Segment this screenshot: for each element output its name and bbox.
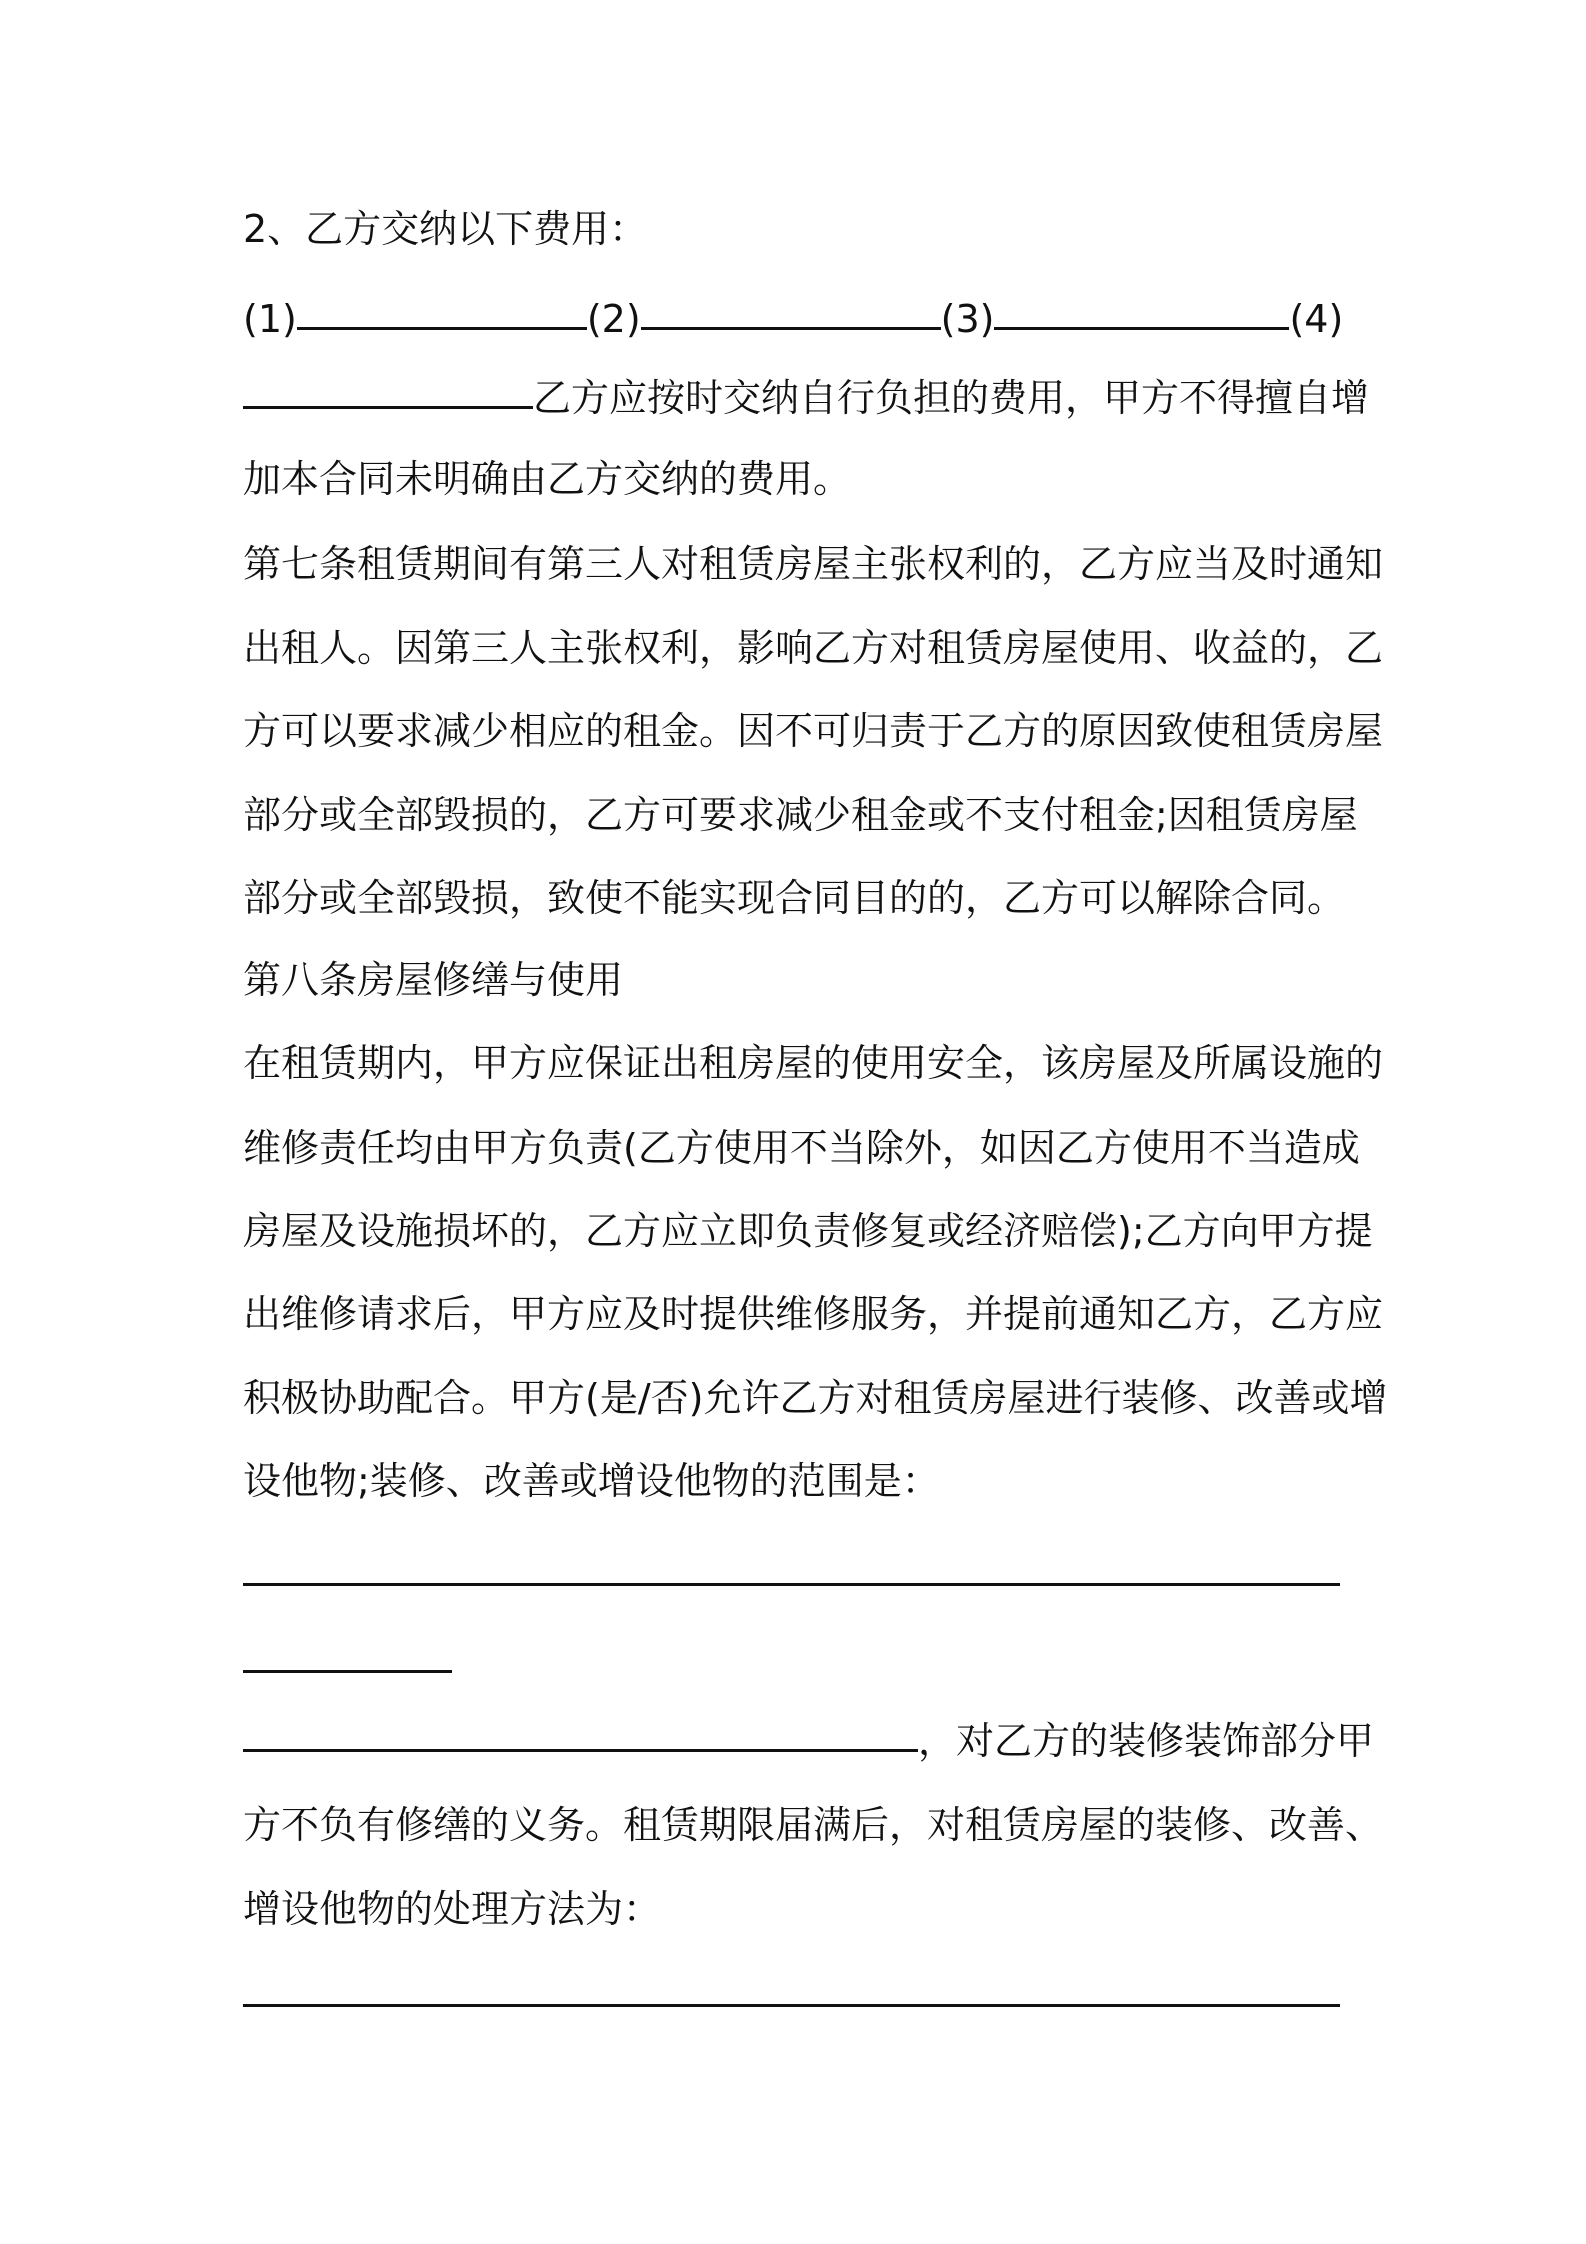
fee-blanks-line: [243, 291, 1353, 347]
article-7-line-4: 部分或全部毁损的，乙方可要求减少租金或不支付租金;因租赁房屋: [243, 793, 1358, 837]
article-7-line-1: 第七条租赁期间有第三人对租赁房屋主张权利的，乙方应当及时通知: [243, 542, 1384, 586]
decor-tail-text: ，对乙方的装修装饰部分甲: [918, 1719, 1375, 1763]
fee-blank-4[interactable]: [243, 370, 533, 409]
article-8-line-1: 在租赁期内，甲方应保证出租房屋的使用安全，该房屋及所属设施的: [243, 1041, 1384, 1085]
disposal-blank-line[interactable]: [243, 2004, 1340, 2007]
fees-end-text: 加本合同未明确由乙方交纳的费用。: [243, 457, 852, 501]
article-7-line-2: 出租人。因第三人主张权利，影响乙方对租赁房屋使用、收益的，乙: [243, 626, 1384, 670]
fee-blank-2[interactable]: [641, 291, 941, 330]
fee-label-3: (3): [940, 297, 995, 341]
item-2-heading: 2、乙方交纳以下费用：: [243, 207, 648, 251]
fee-blank-1[interactable]: [297, 291, 587, 330]
fee-label-2: (2): [586, 297, 641, 341]
fees-tail-text: 乙方应按时交纳自行负担的费用，甲方不得擅自增: [533, 376, 1370, 420]
scope-blank-line-1[interactable]: [243, 1583, 1340, 1586]
scope-blank-line-3[interactable]: [243, 1713, 918, 1752]
article-8-line-2: 维修责任均由甲方负责(乙方使用不当除外，如因乙方使用不当造成: [243, 1126, 1360, 1170]
fee-label-1: (1): [243, 297, 297, 341]
article-8-line-5: 积极协助配合。甲方(是/否)允许乙方对租赁房屋进行装修、改善或增: [243, 1376, 1388, 1420]
article-8-line-6: 设他物;装修、改善或增设他物的范围是：: [243, 1459, 940, 1503]
scope-blank-line-2[interactable]: [243, 1670, 452, 1673]
article-8-heading: 第八条房屋修缮与使用: [243, 958, 624, 1002]
fee-label-4: (4): [1289, 297, 1344, 341]
article-7-line-5: 部分或全部毁损，致使不能实现合同目的的，乙方可以解除合同。: [243, 876, 1346, 920]
article-8-line-3: 房屋及设施损坏的，乙方应立即负责修复或经济赔偿);乙方向甲方提: [243, 1209, 1373, 1253]
decor-text-line-2: 增设他物的处理方法为：: [243, 1887, 662, 1931]
fee-blank-3[interactable]: [994, 291, 1289, 330]
article-7-line-3: 方可以要求减少相应的租金。因不可归责于乙方的原因致使租赁房屋: [243, 709, 1384, 753]
article-8-line-4: 出维修请求后，甲方应及时提供维修服务，并提前通知乙方，乙方应: [243, 1292, 1384, 1336]
fee-blank-4-line: [243, 370, 1369, 426]
decor-text-line-1: 方不负有修缮的义务。租赁期限届满后，对租赁房屋的装修、改善、: [243, 1803, 1384, 1847]
decor-line: [243, 1713, 1374, 1769]
